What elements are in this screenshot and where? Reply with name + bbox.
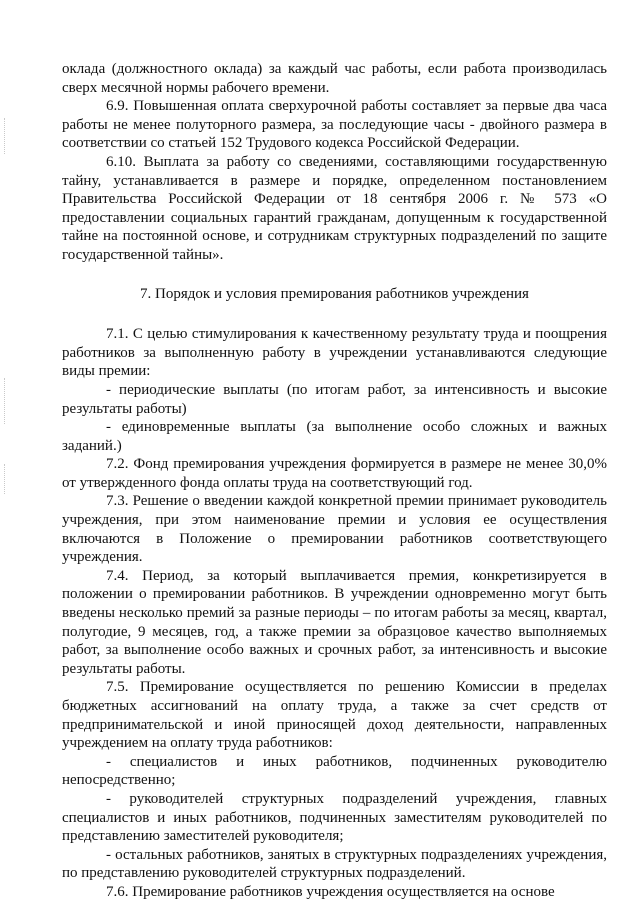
- paragraph: 7.5. Премирование осуществляется по решению Комиссии в пределах бюджетных ассигнований на оплату труда, а также за счет средств от предпринимательской и иной приносящей доход деятельности, направленных учреждением на оплату труда работников:: [62, 679, 607, 752]
- paragraph: 7.1. С целью стимулирования к качественному результату труда и поощрения работников за выполненную работу в учреждении устанавливаются следующие виды премии:: [62, 326, 607, 380]
- paragraph: 6.10. Выплата за работу со сведениями, составляющими государственную тайну, устанавливается в размере и порядке, определенном постановлением Правительства Российской Федерации от 18 сентября 2006 г. № 573 «О предоставлении социальных гарантий гражданам, допущенным к государственной тайне на постоянной основе, и сотрудникам структурных подразделений по защите государственной тайны».: [62, 153, 607, 263]
- paragraph: 7.3. Решение о введении каждой конкретной премии принимает руководитель учреждения, при этом наименование премии и условия ее осуществления включаются в Положение о премировании работников соответствующего учреждения.: [62, 493, 607, 566]
- bottom-paragraphs: [62, 325, 607, 901]
- paragraph: 7.4. Период, за который выплачивается премия, конкретизируется в положении о премировании работников. В учреждении одновременно могут быть введены несколько премий за разные периоды – по итогам работы за месяц, квартал, полугодие, 9 месяцев, год, а также премии за образцовое качество выполняемых работ, за выполнение особо важных и срочных работ, за интенсивность и высокие результаты работы.: [62, 567, 607, 677]
- paragraph: - специалистов и иных работников, подчиненных руководителю непосредственно;: [62, 753, 607, 789]
- top-paragraphs: [62, 60, 607, 265]
- paragraph: - остальных работников, занятых в структурных подразделениях учреждения, по представлению руководителей структурных подразделений.: [62, 846, 607, 882]
- paragraph: оклада (должностного оклада) за каждый час работы, если работа производилась сверх месячной нормы рабочего времени.: [62, 61, 607, 96]
- margin-scan-mark-lower: [4, 464, 8, 494]
- margin-scan-mark-top: [4, 118, 8, 154]
- document-body: [62, 60, 607, 902]
- margin-scan-mark-middle: [4, 378, 8, 424]
- section-heading: 7. Порядок и условия премирования работников учреждения: [140, 285, 529, 302]
- paragraph: - единовременные выплаты (за выполнение особо сложных и важных заданий.): [62, 419, 607, 454]
- paragraph: 7.6. Премирование работников учреждения осуществляется на основе: [106, 883, 555, 900]
- paragraph: - периодические выплаты (по итогам работ, за интенсивность и высокие результаты работы): [62, 381, 607, 417]
- paragraph: - руководителей структурных подразделений учреждения, главных специалистов и иных работников, подчиненных заместителям руководителей по представлению заместителей руководителя;: [62, 790, 607, 845]
- paragraph: 6.9. Повышенная оплата сверхурочной работы составляет за первые два часа работы не менее полуторного размера, за последующие часы - двойного размера в соответствии со статьей 152 Трудового кодекса Российской Федерации.: [62, 98, 607, 152]
- paragraph: 7.2. Фонд премирования учреждения формируется в размере не менее 30,0% от утвержденного фонда оплаты труда на соответствующий год.: [62, 456, 607, 491]
